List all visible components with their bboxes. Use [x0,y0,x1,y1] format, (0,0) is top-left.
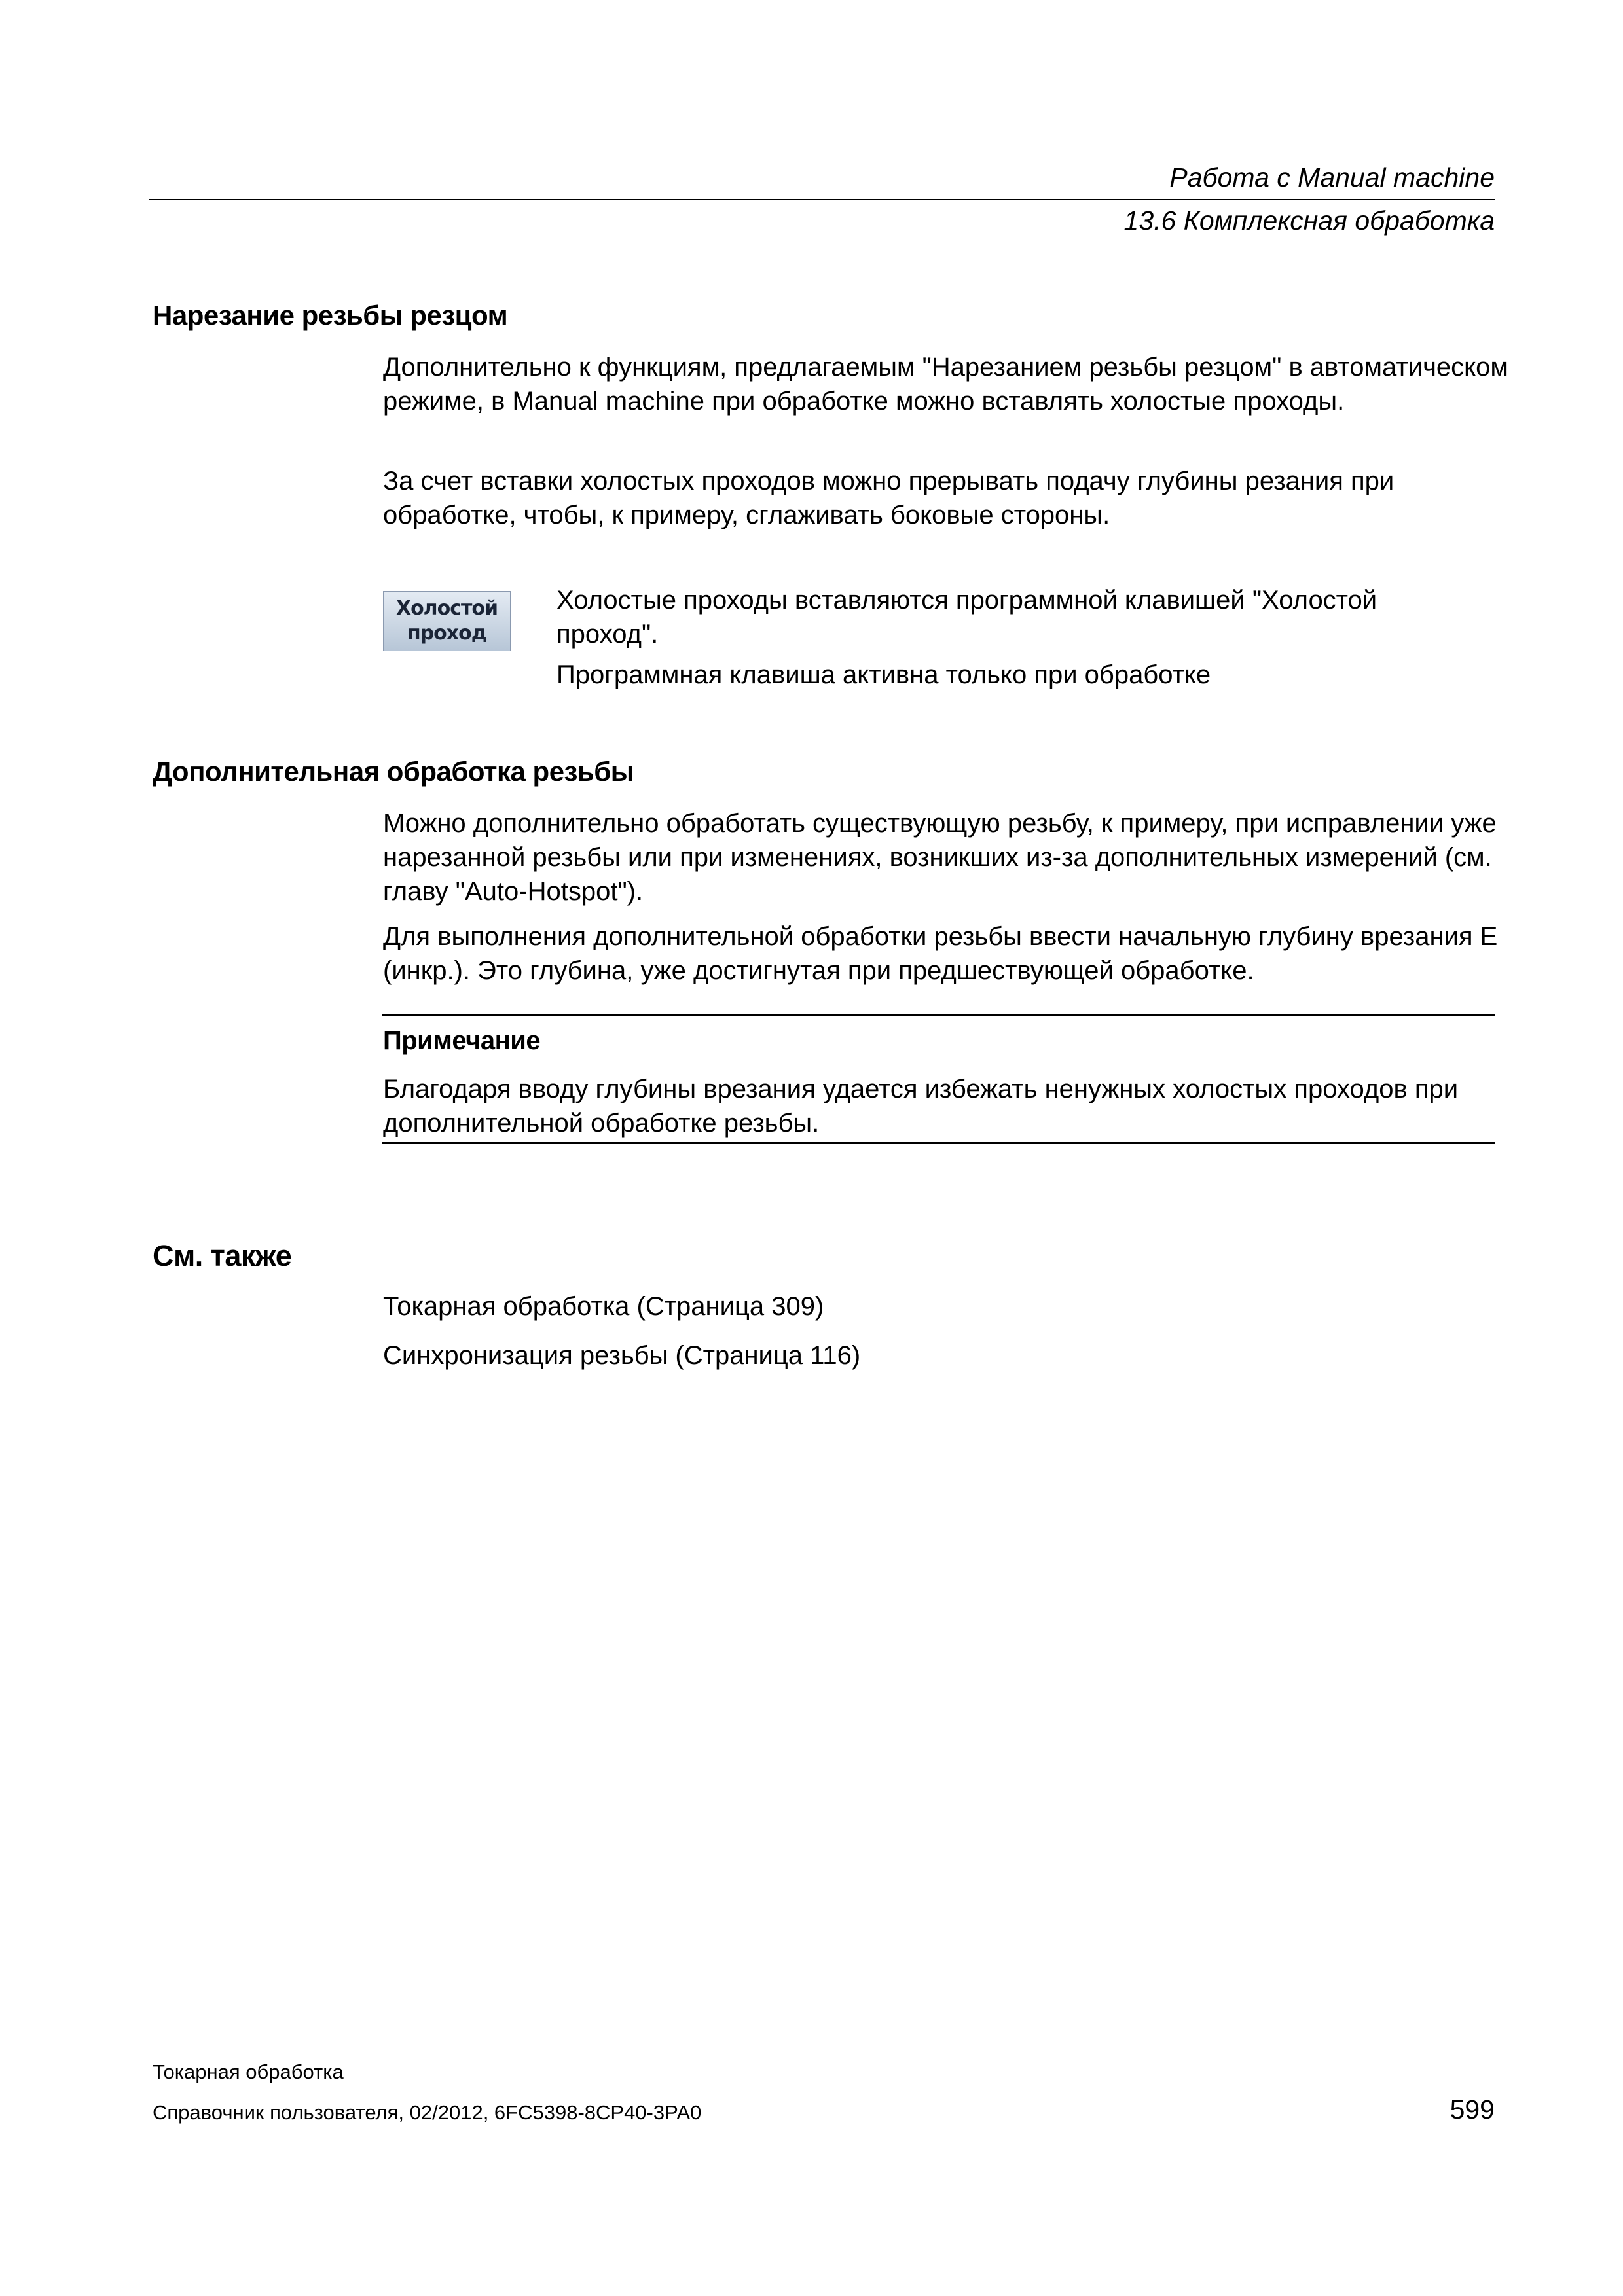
header-rule [149,199,1495,200]
idle-pass-softkey[interactable] [383,591,511,651]
softkey-description-text: Холостые проходы вставляются программной клавишей "Холостой проход". [556,586,1377,649]
thread-cutting-paragraph-2 [383,464,1509,532]
section-title-thread-cutting: Нарезание резьбы резцом [153,300,508,331]
softkey-description [556,583,1434,651]
see-also-link-1[interactable] [383,1289,1509,1323]
note-body [383,1072,1509,1140]
paragraph-text: Дополнительно к функциям, предлагаемым "Нарезанием резьбы резцом" в автоматическом режиме, в Manual machine при обработке можно вставлять холостые проходы. [383,353,1508,416]
rework-paragraph-1 [383,806,1509,908]
paragraph-text: Можно дополнительно обработать существующую резьбу, к примеру, при исправлении уже нарезанной резьбы или при изменениях, возникших из-за дополнительных измерений (см. главу "Auto-Hotspot"). [383,809,1497,906]
note-top-rule [382,1014,1495,1016]
see-also-link-2[interactable] [383,1338,1509,1372]
link-text[interactable]: Синхронизация резьбы (Страница 116) [383,1341,861,1370]
note-text: Благодаря вводу глубины врезания удается избежать ненужных холостых проходов при дополнительной обработке резьбы. [383,1075,1459,1138]
footer-title: Токарная обработка [153,2060,344,2083]
section-title-see-also: См. также [153,1239,292,1272]
softkey-label: Холостой проход [395,597,498,645]
paragraph-text: Для выполнения дополнительной обработки резьбы ввести начальную глубину врезания E (инкр.). Это глубина, уже достигнутая при предшествующей обработке. [383,922,1498,985]
softkey-note [556,658,1473,692]
link-text[interactable]: Токарная обработка (Страница 309) [383,1292,824,1321]
note-bottom-rule [382,1142,1495,1144]
paragraph-text: За счет вставки холостых проходов можно прерывать подачу глубины резания при обработке, чтобы, к примеру, сглаживать боковые стороны. [383,467,1395,529]
section-title-rework: Дополнительная обработка резьбы [153,756,634,787]
thread-cutting-paragraph-1 [383,350,1509,418]
header-section: 13.6 Комплексная обработка [1123,206,1495,236]
footer-manual-info: Справочник пользователя, 02/2012, 6FC5398-8CP40-3PA0 [153,2101,702,2124]
header-chapter: Работа с Manual machine [1169,162,1495,192]
page-number: 599 [1450,2094,1495,2125]
softkey-note-text: Программная клавиша активна только при обработке [556,660,1211,689]
rework-paragraph-2 [383,920,1509,988]
note-title: Примечание [383,1026,541,1055]
